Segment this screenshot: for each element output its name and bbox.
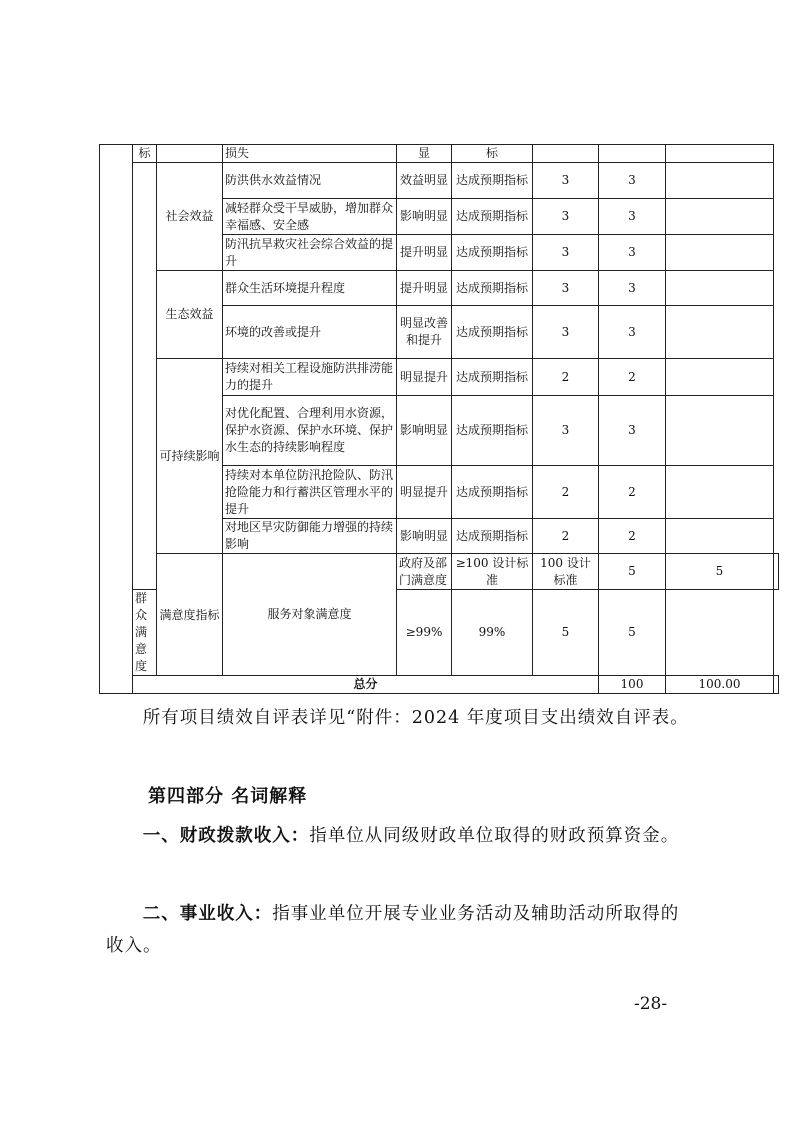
target-cell: ≥100 设计标准 — [452, 554, 533, 590]
indicator-cell: 群众满意度 — [133, 590, 157, 676]
table-row — [100, 163, 779, 199]
satisfaction-label: 服务对象满意度 — [223, 554, 397, 676]
actual-cell: 99% — [452, 590, 533, 676]
indicator-cell: 对地区旱灾防御能力增强的持续影响 — [223, 519, 397, 554]
weight-cell: 3 — [533, 306, 599, 359]
indicator-cell: 对优化配置、合理利用水资源，保护水资源、保护水环境、保护水生态的持续影响程度 — [223, 396, 397, 466]
score-cell: 3 — [599, 199, 666, 235]
weight-cell: 5 — [533, 590, 599, 676]
actual-cell: 达成预期指标 — [452, 235, 533, 271]
actual-cell: 达成预期指标 — [452, 396, 533, 466]
actual-cell: 达成预期指标 — [452, 199, 533, 235]
actual-cell: 达成预期指标 — [452, 271, 533, 306]
indicator-cell: 政府及部门满意度 — [397, 554, 452, 590]
table-row — [100, 145, 779, 163]
target-cell: 影响明显 — [397, 519, 452, 554]
score-cell: 5 — [666, 554, 774, 590]
weight-cell: 3 — [533, 271, 599, 306]
weight-cell: 2 — [533, 466, 599, 519]
score-cell: 3 — [599, 306, 666, 359]
indicator-cell: 环境的改善或提升 — [223, 306, 397, 359]
actual-cell: 100 设计标准 — [533, 554, 599, 590]
sustain-label: 可持续影响 — [157, 359, 223, 554]
score-cell: 3 — [599, 396, 666, 466]
score-cell: 2 — [599, 466, 666, 519]
target-cell: 明显提升 — [397, 359, 452, 396]
table-row — [100, 359, 779, 396]
actual-cell: 达成预期指标 — [452, 359, 533, 396]
definition-item-2 — [106, 898, 696, 962]
score-cell: 3 — [599, 163, 666, 199]
target-cell: 明显改善和提升 — [397, 306, 452, 359]
table-row — [100, 554, 779, 590]
social-benefit-label: 社会效益 — [157, 163, 223, 271]
target-cell: 效益明显 — [397, 163, 452, 199]
definition-title: 一、财政拨款收入： — [142, 826, 310, 846]
target-cell: 影响明显 — [397, 396, 452, 466]
satisfaction-category: 满意度指标 — [157, 554, 223, 676]
total-row — [100, 676, 779, 694]
indicator-cell: 损失 — [223, 145, 397, 163]
definition-body: 指事业单位开展专业业务活动及辅助活动所取得的收入。 — [106, 904, 680, 956]
weight-cell: 3 — [533, 163, 599, 199]
actual-cell: 达成预期指标 — [452, 163, 533, 199]
definition-title: 二、事业收入： — [142, 904, 273, 924]
actual-cell: 达成预期指标 — [452, 519, 533, 554]
appendix-note: 所有项目绩效自评表详见“附件：2024 年度项目支出绩效自评表。 — [142, 708, 689, 728]
indicator-cell: 防洪供水效益情况 — [223, 163, 397, 199]
actual-cell: 达成预期指标 — [452, 466, 533, 519]
page-number: -28- — [634, 994, 668, 1014]
score-cell: 3 — [599, 235, 666, 271]
indicator-cell: 持续对相关工程设施防洪排涝能力的提升 — [223, 359, 397, 396]
score-cell: 2 — [599, 519, 666, 554]
score-cell: 2 — [599, 359, 666, 396]
target-cell: 影响明显 — [397, 199, 452, 235]
indicator-cell: 减轻群众受干旱威胁，增加群众幸福感、安全感 — [223, 199, 397, 235]
target-cell: ≥99% — [397, 590, 452, 676]
actual-cell: 标 — [452, 145, 533, 163]
definition-item-1 — [106, 820, 696, 852]
total-score: 100.00 — [666, 676, 774, 694]
weight-cell: 2 — [533, 359, 599, 396]
total-label: 总分 — [133, 676, 599, 694]
total-weight: 100 — [599, 676, 666, 694]
section-heading: 第四部分 名词解释 — [148, 786, 308, 807]
weight-cell: 2 — [533, 519, 599, 554]
performance-table — [99, 144, 779, 694]
target-cell: 显 — [397, 145, 452, 163]
weight-cell: 3 — [533, 235, 599, 271]
indicator-cell: 持续对本单位防汛抢险队、防汛抢险能力和行蓄洪区管理水平的提升 — [223, 466, 397, 519]
indicator-cell: 防汛抗旱救灾社会综合效益的提升 — [223, 235, 397, 271]
score-cell: 3 — [599, 271, 666, 306]
indicator-cell: 群众生活环境提升程度 — [223, 271, 397, 306]
actual-cell: 达成预期指标 — [452, 306, 533, 359]
weight-cell: 5 — [599, 554, 666, 590]
definition-body: 指单位从同级财政单位取得的财政预算资金。 — [309, 826, 680, 846]
target-cell: 明显提升 — [397, 466, 452, 519]
target-cell: 提升明显 — [397, 271, 452, 306]
eco-benefit-label: 生态效益 — [157, 271, 223, 359]
weight-cell: 3 — [533, 396, 599, 466]
weight-cell: 3 — [533, 199, 599, 235]
category-cell: 标 — [133, 145, 157, 163]
table-row — [100, 271, 779, 306]
score-cell: 5 — [599, 590, 666, 676]
target-cell: 提升明显 — [397, 235, 452, 271]
